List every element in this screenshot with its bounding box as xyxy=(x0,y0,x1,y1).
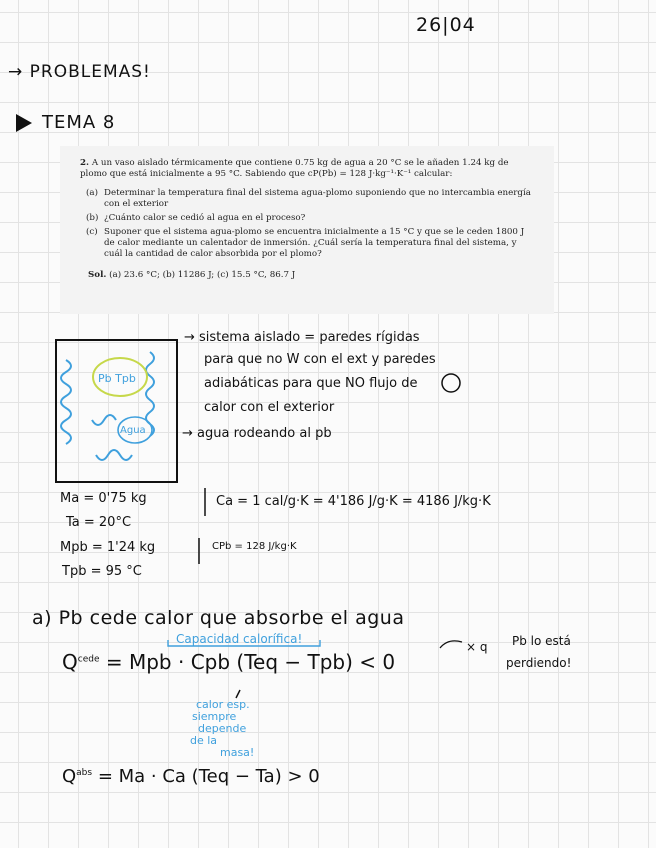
q-abs-expression: = Ma · Ca (Teq − Ta) > 0 xyxy=(97,766,320,787)
curve-arrow-icon xyxy=(440,641,462,648)
water-wave-bottom xyxy=(92,415,132,460)
q-symbol: Q xyxy=(62,650,78,674)
specific-heat-note-4: de la xyxy=(190,734,218,747)
heat-released-equation xyxy=(62,650,395,674)
down-arrow-icon xyxy=(236,690,240,698)
q-superscript: cede xyxy=(77,654,100,665)
mass-water: Ma = 0'75 kg xyxy=(60,491,147,506)
part-a-heading: a) Pb cede calor que absorbe el agua xyxy=(32,607,405,629)
problem-number: 2. xyxy=(80,158,90,168)
water-label: Agua xyxy=(120,425,146,436)
part-text: ¿Cuánto calor se cedió al agua en el proceso? xyxy=(104,213,306,223)
note-line-2: para que no W con el ext y paredes xyxy=(204,352,436,367)
specific-heat-lead: CPb = 128 J/kg·K xyxy=(212,541,297,552)
no-circle-mark xyxy=(442,374,460,392)
part-text: Determinar la temperatura final del sistema agua-plomo suponiendo que no intercambia energía con el exterior xyxy=(104,188,531,209)
specific-heat-note-2: siempre xyxy=(192,710,237,723)
specific-heat-water: Ca = 1 cal/g·K = 4'186 J/g·K = 4186 J/kg·K xyxy=(216,494,491,509)
q-abs-superscript: abs xyxy=(76,768,93,778)
note-line-3: adiabáticas para que NO flujo de xyxy=(204,376,418,391)
q-abs-symbol: Q xyxy=(62,766,77,787)
insulated-vessel xyxy=(56,340,177,482)
specific-heat-note-3: depende xyxy=(198,722,247,735)
lead-label: Pb Tpb xyxy=(98,372,136,385)
temp-water: Ta = 20°C xyxy=(66,515,132,530)
lead-note-line-1: Pb lo está xyxy=(512,634,571,648)
problem-intro-text: A un vaso aislado térmicamente que contiene 0.75 kg de agua a 20 °C se le añaden 1.24 kg de plomo que está inicialmente a 95 °C. Sabiendo que cP(Pb) = 128 J·kg⁻¹·K⁻¹ calcular: xyxy=(80,158,509,179)
note-line-4: calor con el exterior xyxy=(204,400,335,415)
note-line-1: → sistema aislado = paredes rígidas xyxy=(184,330,420,345)
part-marker: (c) xyxy=(86,227,98,237)
specific-heat-note-5: masa! xyxy=(220,746,255,759)
capacity-note: Capacidad calorífica! xyxy=(176,632,303,646)
note-line-5: → agua rodeando al pb xyxy=(182,426,332,441)
solution-text: (a) 23.6 °C; (b) 11286 J; (c) 15.5 °C, 86.7 J xyxy=(109,270,296,280)
lead-note-line-2: perdiendo! xyxy=(506,656,572,670)
mass-lead: Mpb = 1'24 kg xyxy=(60,540,156,555)
specific-heat-note-1: calor esp. xyxy=(196,698,250,711)
water-wave-left xyxy=(61,360,71,444)
part-marker: (b) xyxy=(86,213,99,223)
part-marker: (a) xyxy=(86,188,98,198)
solution-label: Sol. xyxy=(88,270,107,280)
heat-absorbed-equation xyxy=(62,766,320,787)
tema-label: TEMA 8 xyxy=(42,112,116,133)
temp-lead: Tpb = 95 °C xyxy=(62,564,142,579)
xq-note: × q xyxy=(466,640,488,654)
part-text: Suponer que el sistema agua-plomo se encuentra inicialmente a 15 °C y que se le ceden 1800 J de calor mediante un calentador de inmersión. ¿Cuál sería la temperatura final del sistema, y cuál la cantidad de calor absorbida por el plomo? xyxy=(104,227,525,259)
q-expression: = Mpb · Cpb (Teq − Tpb) < 0 xyxy=(105,650,396,674)
heading-problems: → PROBLEMAS! xyxy=(8,62,151,82)
date: 26|04 xyxy=(416,14,476,36)
